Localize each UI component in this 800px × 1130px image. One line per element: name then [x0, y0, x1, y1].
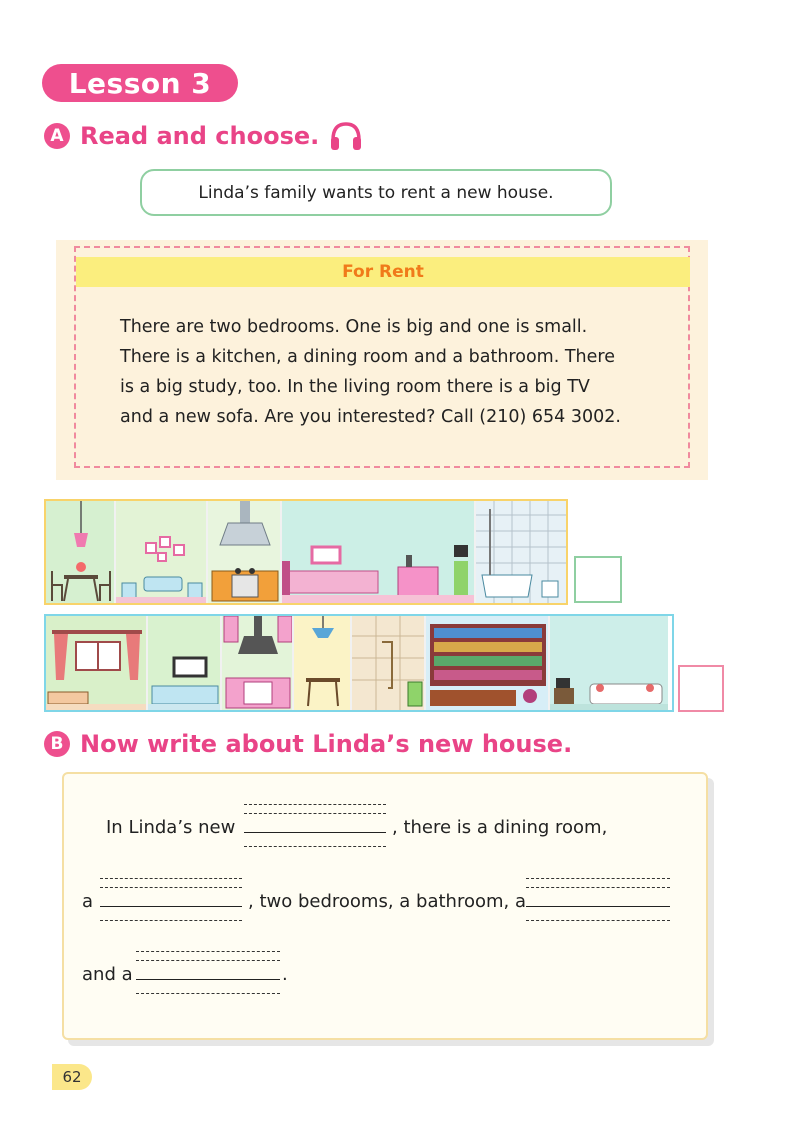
- dining-room-illustration: [46, 501, 116, 603]
- ad-line: is a big study, too. In the living room there is a big TV: [120, 377, 590, 397]
- blank-2[interactable]: [100, 878, 242, 922]
- bathroom-2-illustration: [352, 616, 426, 710]
- blank-4[interactable]: [136, 951, 280, 995]
- line3-prefix: and a: [82, 964, 133, 985]
- headphone-icon[interactable]: [329, 120, 363, 152]
- blank-3[interactable]: [526, 878, 670, 922]
- bedroom-illustration: [282, 501, 476, 603]
- line3-suffix: .: [282, 964, 288, 985]
- kitchen-illustration: [208, 501, 282, 603]
- living-room-illustration: [116, 501, 208, 603]
- section-a-title: Read and choose.: [80, 122, 320, 150]
- section-a-header: [44, 120, 363, 152]
- ad-line: There is a kitchen, a dining room and a bathroom. There: [120, 347, 615, 367]
- page-number: 62: [52, 1064, 92, 1090]
- living-room-2-illustration: [550, 616, 668, 710]
- study-illustration: [426, 616, 550, 710]
- dining-room-2-illustration: [294, 616, 352, 710]
- small-bedroom-illustration: [148, 616, 222, 710]
- house-option-1: [44, 499, 568, 605]
- for-rent-ad: [56, 240, 708, 480]
- intro-sentence: Linda’s family wants to rent a new house.: [140, 169, 612, 216]
- section-b-badge: B: [44, 731, 70, 757]
- line2-middle: , two bedrooms, a bathroom, a: [248, 891, 526, 912]
- section-b-title: Now write about Linda’s new house.: [80, 730, 573, 758]
- answer-box-option-1[interactable]: [574, 556, 622, 603]
- lesson-title: Lesson 3: [42, 64, 238, 102]
- section-a-badge: A: [44, 123, 70, 149]
- line2-prefix: a: [82, 891, 94, 912]
- bathroom-illustration: [476, 501, 566, 603]
- big-bedroom-illustration: [46, 616, 148, 710]
- section-b-header: [44, 730, 572, 758]
- line1-suffix: , there is a dining room,: [392, 817, 608, 838]
- answer-box-option-2[interactable]: [678, 665, 724, 712]
- ad-heading: For Rent: [76, 257, 690, 287]
- ad-line: and a new sofa. Are you interested? Call (210) 654 3002.: [120, 407, 621, 427]
- line1-prefix: In Linda’s new: [106, 817, 236, 838]
- house-option-2: [44, 614, 674, 712]
- kitchen-2-illustration: [222, 616, 294, 710]
- blank-1[interactable]: [244, 804, 386, 848]
- ad-body: [120, 312, 680, 432]
- ad-line: There are two bedrooms. One is big and one is small.: [120, 317, 588, 337]
